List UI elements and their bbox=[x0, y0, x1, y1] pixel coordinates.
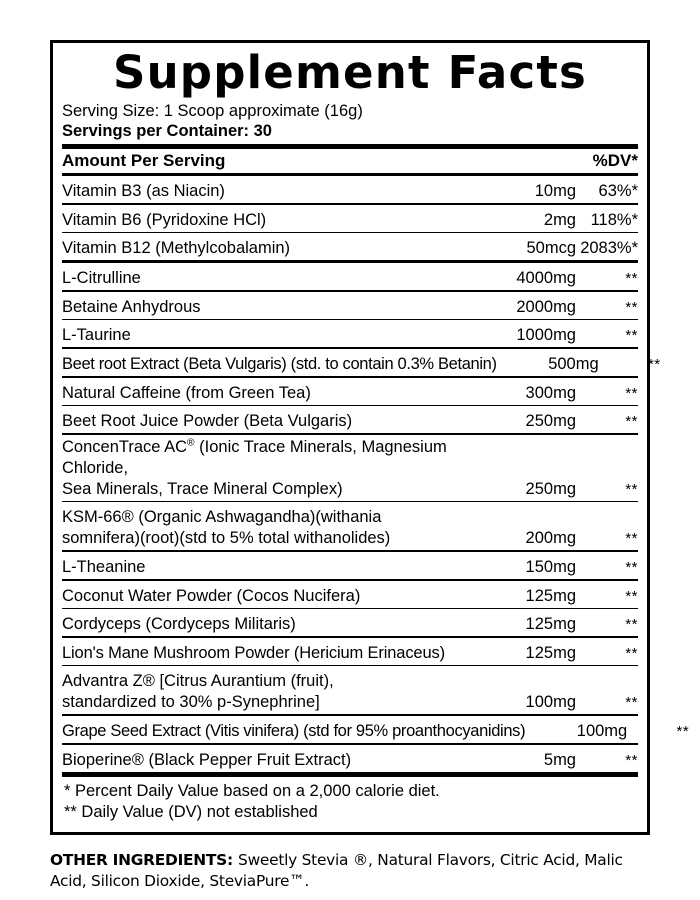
ingredient-amount: 100mg bbox=[525, 693, 576, 712]
table-row bbox=[62, 320, 638, 347]
ingredient-dv: ** bbox=[647, 355, 661, 373]
registered-trademark-icon: ® bbox=[187, 437, 195, 449]
table-row bbox=[62, 233, 638, 260]
ingredient-amount: 1000mg bbox=[516, 326, 576, 345]
ingredient-name-line1-a: ConcenTrace AC bbox=[62, 437, 188, 456]
ingredient-name bbox=[62, 507, 480, 549]
ingredient-name: Lion's Mane Mushroom Powder (Hericium Erinaceus) bbox=[62, 643, 445, 662]
ingredient-amount: 250mg bbox=[525, 412, 576, 431]
ingredient-amount: 125mg bbox=[525, 615, 576, 634]
ingredient-name: Vitamin B3 (as Niacin) bbox=[62, 182, 225, 200]
ingredient-dv: ** bbox=[625, 270, 638, 288]
ingredient-name: Bioperine® (Black Pepper Fruit Extract) bbox=[62, 750, 352, 769]
ingredient-amount: 300mg bbox=[525, 383, 576, 402]
ingredient-name-line2: standardized to 30% p-Synephrine] bbox=[62, 693, 320, 712]
table-row bbox=[62, 716, 690, 743]
ingredient-dv: ** bbox=[625, 384, 638, 402]
table-row bbox=[62, 666, 638, 714]
other-ingredients-heading: OTHER INGREDIENTS bbox=[50, 850, 228, 869]
serving-size: Serving Size: 1 Scoop approximate (16g) bbox=[62, 102, 363, 120]
ingredient-amount: 500mg bbox=[548, 354, 599, 373]
ingredient-name bbox=[62, 437, 480, 500]
percent-dv-label: %DV* bbox=[592, 151, 638, 170]
ingredient-dv: ** bbox=[625, 694, 638, 712]
ingredient-dv: ** bbox=[625, 298, 638, 316]
ingredient-dv: 63%* bbox=[598, 182, 638, 200]
ingredient-name-line2: somnifera)(root)(std to 5% total withanolides) bbox=[62, 529, 391, 548]
table-row bbox=[62, 263, 638, 290]
ingredient-dv: ** bbox=[625, 616, 638, 634]
footnotes bbox=[62, 777, 638, 825]
ingredient-name: Beet root Extract (Beta Vulgaris) (std. to contain 0.3% Betanin) bbox=[62, 354, 497, 373]
serving-info bbox=[62, 101, 638, 144]
other-ingredients-text: Sweetly Stevia ®, Natural Flavors, Citric Acid, Malic Acid, Silicon Dioxide, SteviaPure™. bbox=[50, 850, 623, 890]
ingredient-name: Vitamin B12 (Methylcobalamin) bbox=[62, 239, 291, 258]
ingredient-amount: 2mg bbox=[543, 210, 576, 229]
ingredient-name: Betaine Anhydrous bbox=[62, 297, 201, 316]
ingredient-amount: 2000mg bbox=[516, 297, 576, 316]
ingredient-name: L-Taurine bbox=[62, 326, 131, 345]
table-row bbox=[62, 406, 638, 433]
ingredient-amount: 150mg bbox=[525, 557, 576, 576]
ingredient-dv: ** bbox=[625, 530, 638, 548]
table-row bbox=[62, 502, 638, 550]
ingredient-name-line2: Sea Minerals, Trace Mineral Complex) bbox=[62, 479, 343, 498]
ingredient-dv: ** bbox=[625, 558, 638, 576]
ingredient-name bbox=[62, 671, 480, 713]
ingredient-dv: 118%* bbox=[590, 210, 638, 229]
ingredient-amount: 200mg bbox=[525, 529, 576, 548]
ingredient-name-line1: Advantra Z® [Citrus Aurantium (fruit), bbox=[62, 672, 334, 691]
footnote-double-star: ** Daily Value (DV) not established bbox=[64, 802, 318, 821]
ingredient-amount: 125mg bbox=[525, 643, 576, 662]
table-row bbox=[62, 638, 638, 665]
supplement-facts-label bbox=[50, 40, 690, 892]
ingredient-amount: 50mcg bbox=[526, 239, 576, 258]
ingredient-dv: ** bbox=[625, 644, 638, 662]
table-row bbox=[62, 435, 638, 501]
table-row bbox=[62, 176, 638, 203]
table-row bbox=[62, 745, 638, 772]
ingredient-name: Cordyceps (Cordyceps Militaris) bbox=[62, 615, 296, 634]
footnote-single-star: * Percent Daily Value based on a 2,000 calorie diet. bbox=[64, 781, 440, 800]
ingredient-dv: ** bbox=[676, 722, 690, 740]
ingredient-amount: 250mg bbox=[525, 479, 576, 498]
table-row bbox=[62, 609, 638, 636]
ingredient-name: L-Citrulline bbox=[62, 269, 141, 288]
page-title: Supplement Facts bbox=[112, 46, 588, 99]
table-row bbox=[62, 378, 638, 405]
ingredient-name: Vitamin B6 (Pyridoxine HCl) bbox=[62, 210, 267, 229]
other-ingredients-separator: : bbox=[227, 850, 239, 869]
ingredient-amount: 10mg bbox=[534, 182, 576, 200]
table-row bbox=[62, 292, 638, 319]
ingredient-name-line1-b: (Ionic Trace Minerals, Magnesium Chloride, bbox=[62, 437, 447, 477]
ingredient-dv: ** bbox=[625, 587, 638, 605]
ingredient-name-line1: KSM-66® (Organic Ashwagandha)(withania bbox=[62, 508, 382, 527]
ingredient-name: Coconut Water Powder (Cocos Nucifera) bbox=[62, 586, 361, 605]
ingredient-name: Natural Caffeine (from Green Tea) bbox=[62, 383, 311, 402]
table-row bbox=[62, 349, 661, 376]
ingredient-name: L-Theanine bbox=[62, 557, 146, 576]
ingredient-dv: ** bbox=[625, 327, 638, 345]
other-ingredients bbox=[50, 850, 650, 892]
ingredient-name: Beet Root Juice Powder (Beta Vulgaris) bbox=[62, 412, 353, 431]
table-row bbox=[62, 205, 638, 232]
ingredient-name: Grape Seed Extract (Vitis vinifera) (std for 95% proanthocyanidins) bbox=[62, 721, 526, 740]
table-row bbox=[62, 581, 638, 608]
supplement-facts-panel bbox=[50, 40, 690, 835]
ingredient-amount: 100mg bbox=[576, 721, 628, 740]
ingredient-amount: 5mg bbox=[543, 750, 576, 769]
table-header-row bbox=[62, 149, 638, 173]
ingredient-dv: ** bbox=[625, 751, 638, 769]
ingredient-dv: ** bbox=[625, 413, 638, 431]
table-row bbox=[62, 552, 638, 579]
amount-per-serving-label: Amount Per Serving bbox=[62, 151, 226, 170]
ingredient-amount: 125mg bbox=[525, 586, 576, 605]
ingredient-amount: 4000mg bbox=[516, 269, 576, 288]
servings-per-container: Servings per Container: 30 bbox=[62, 122, 272, 140]
ingredient-dv: ** bbox=[625, 480, 638, 498]
ingredient-dv: 2083%* bbox=[580, 239, 638, 258]
